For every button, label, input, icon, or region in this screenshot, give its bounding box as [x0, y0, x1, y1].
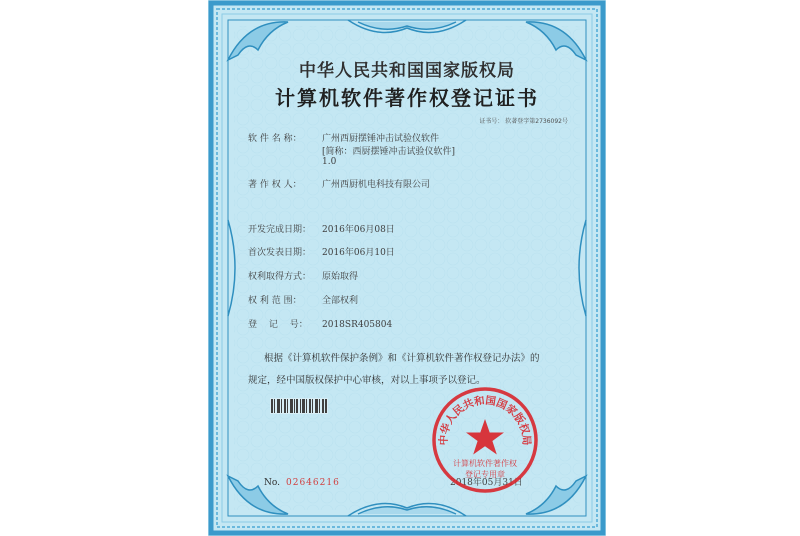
country-title: 中华人民共和国国家版权局 [299, 61, 515, 81]
software-name-label: 软 件 名 称： [248, 134, 302, 144]
issue-date: 2018年05月31日 [450, 478, 523, 488]
certificate-number [479, 116, 568, 125]
scope-value: 全部权利 [322, 296, 359, 306]
owner-value: 广州西厨机电科技有限公司 [322, 180, 431, 190]
method-label: 权利取得方式： [248, 272, 312, 282]
reg-no-label: 登 记 号： [248, 320, 308, 330]
certificate-number-value: 软著登字第2736092号 [505, 118, 568, 125]
certificate-number-label: 证书号： [479, 118, 504, 125]
field-method [248, 269, 358, 282]
method-value: 原始取得 [322, 272, 359, 282]
field-software-name [248, 131, 439, 144]
field-owner [248, 177, 430, 190]
dev-date-value: 2016年06月08日 [322, 225, 395, 235]
seal-ring-text: 中华人民共和国国家版权局 [437, 394, 533, 446]
official-seal [431, 386, 539, 494]
field-scope [248, 293, 358, 306]
reg-no-value: 2018SR405804 [322, 320, 393, 330]
registration-paragraph-line2: 规定，经中国版权保护中心审核，对以上事项予以登记。 [248, 375, 486, 386]
registration-paragraph-line1: 根据《计算机软件保护条例》和《计算机软件著作权登记办法》的 [264, 353, 540, 364]
scope-label: 权 利 范 围： [248, 296, 302, 306]
dev-date-label: 开发完成日期： [248, 225, 312, 235]
owner-label: 著 作 权 人： [248, 180, 302, 190]
seal-inner-line2: 登记专用章 [465, 470, 505, 479]
field-dev-date [248, 222, 395, 235]
software-name-value: 广州西厨摆锤冲击试验仪软件 [322, 134, 440, 144]
version-value: 1.0 [322, 157, 337, 167]
pub-date-value: 2016年06月10日 [322, 248, 395, 258]
field-pub-date [248, 245, 395, 258]
certificate [208, 0, 606, 536]
seal-star-icon [466, 419, 504, 455]
serial-number [264, 478, 340, 488]
serial-label: No. [264, 478, 280, 488]
serial-value: 02646216 [286, 478, 340, 488]
document-title: 计算机软件著作权登记证书 [275, 86, 539, 110]
barcode-icon [270, 398, 328, 414]
field-reg-no [248, 317, 392, 330]
short-name-value: [简称：西厨摆锤冲击试验仪软件] [322, 147, 456, 157]
seal-inner-line1: 计算机软件著作权 [453, 459, 517, 468]
pub-date-label: 首次发表日期： [248, 248, 312, 258]
